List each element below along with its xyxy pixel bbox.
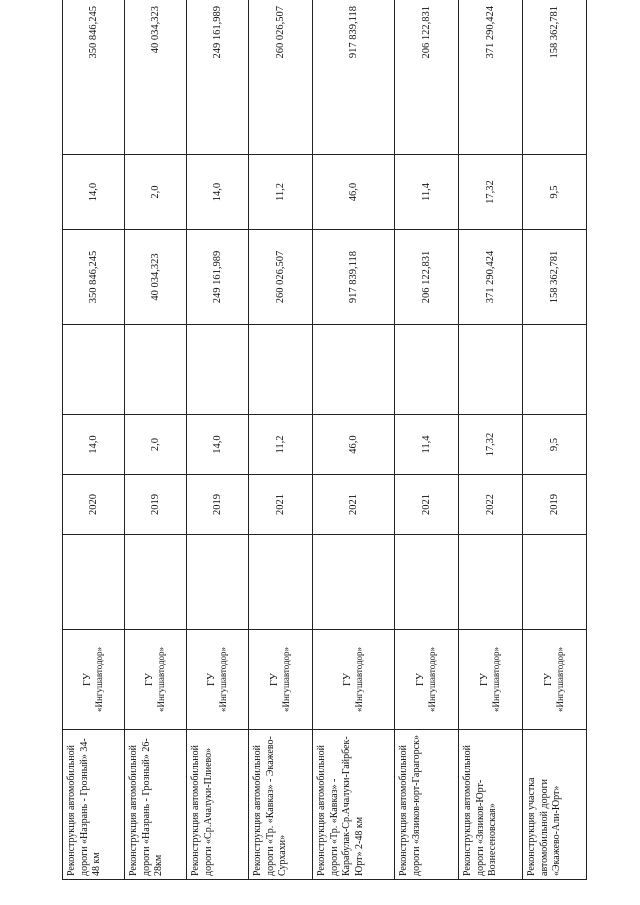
cost-cell [523, 230, 587, 325]
cost-total-cell [313, 0, 395, 155]
length-km-total-text: 11,2 [274, 183, 286, 201]
cost-total-text: 158 362,781 [548, 6, 560, 59]
roads-table [62, 0, 587, 880]
length-km-total-text: 9,5 [548, 185, 560, 199]
organization-cell [313, 630, 395, 730]
year-cell [125, 475, 187, 535]
cost-total-cell [125, 0, 187, 155]
road-name-text: Реконструкция автомобильной дороги «Назрань - Грозный» 26-28км [128, 738, 164, 876]
cost-text: 158 362,781 [548, 250, 560, 304]
table-row [459, 0, 523, 880]
year-cell [63, 475, 125, 535]
length-km-text: 46,0 [347, 435, 359, 454]
cost-total-text: 40 034,323 [149, 6, 161, 54]
cost-cell [459, 230, 523, 325]
organization-cell [125, 630, 187, 730]
cost-total-cell [249, 0, 313, 155]
road-name-text: Реконструкция автомобильной дороги «Назрань - Грозный» 34-48 км [66, 738, 102, 876]
organization-type: ГУ [414, 673, 426, 686]
cost-text: 350 846,245 [87, 250, 99, 304]
organization-cell [249, 630, 313, 730]
cost-cell [313, 230, 395, 325]
cost-text: 260 026,507 [274, 250, 286, 304]
year-cell [249, 475, 313, 535]
organization-type: ГУ [542, 673, 554, 686]
length-km-total-text: 11,4 [420, 183, 432, 201]
empty-cell [313, 325, 395, 415]
organization-name: «Ингушавтодор» [94, 646, 105, 713]
cost-cell [125, 230, 187, 325]
road-name-cell [125, 730, 187, 880]
length-km-text: 17,32 [484, 432, 496, 457]
organization-cell [63, 630, 125, 730]
length-km-cell [125, 415, 187, 475]
table-row [63, 0, 125, 880]
organization-type: ГУ [81, 673, 93, 686]
length-km-text: 9,5 [548, 437, 560, 452]
organization-cell [523, 630, 587, 730]
cost-total-text: 917 839,118 [347, 6, 359, 59]
length-km-total-text: 2,0 [149, 185, 161, 199]
length-km-cell [459, 415, 523, 475]
length-km-total-cell [187, 155, 249, 230]
cost-text: 371 290,424 [484, 250, 496, 304]
cost-cell [187, 230, 249, 325]
length-km-total-cell [313, 155, 395, 230]
length-km-total-cell [249, 155, 313, 230]
organization-name: «Ингушавтодор» [427, 646, 438, 713]
length-km-cell [249, 415, 313, 475]
empty-cell [459, 535, 523, 630]
road-name-cell [523, 730, 587, 880]
organization-name: «Ингушавтодор» [491, 646, 502, 713]
table-row [395, 0, 459, 880]
year-cell [395, 475, 459, 535]
cost-total-text: 206 122,831 [420, 6, 432, 59]
table-row [125, 0, 187, 880]
table-row [187, 0, 249, 880]
empty-cell [249, 535, 313, 630]
length-km-text: 11,4 [420, 435, 432, 454]
organization-name: «Ингушавтодор» [555, 646, 566, 713]
road-name-cell [187, 730, 249, 880]
length-km-total-text: 17,32 [484, 180, 496, 204]
year-text: 2019 [149, 494, 161, 515]
road-name-text: Реконструкция автомобильной дороги «Ср.Ачалуки-Плиево» [190, 744, 214, 876]
table-row [523, 0, 587, 880]
length-km-total-cell [125, 155, 187, 230]
organization-cell [395, 630, 459, 730]
empty-cell [125, 325, 187, 415]
year-text: 2021 [274, 494, 286, 515]
length-km-total-text: 46,0 [347, 182, 359, 202]
empty-cell [187, 325, 249, 415]
road-name-text: Реконструкция автомобильной дороги «Зязиков-Юрт-Вознесеновская» [462, 744, 498, 876]
road-name-cell [249, 730, 313, 880]
table-row [249, 0, 313, 880]
cost-total-text: 350 846,245 [87, 6, 99, 59]
empty-cell [63, 535, 125, 630]
cost-total-cell [459, 0, 523, 155]
cost-cell [249, 230, 313, 325]
cost-total-text: 260 026,507 [274, 6, 286, 59]
empty-cell [249, 325, 313, 415]
cost-total-cell [395, 0, 459, 155]
empty-cell [313, 535, 395, 630]
organization-type: ГУ [143, 673, 155, 686]
year-cell [459, 475, 523, 535]
organization-type: ГУ [341, 673, 353, 686]
year-text: 2019 [211, 494, 223, 515]
organization-name: «Ингушавтодор» [218, 646, 229, 713]
cost-text: 917 839,118 [347, 250, 359, 304]
organization-name: «Ингушавтодор» [354, 646, 365, 713]
length-km-cell [187, 415, 249, 475]
year-cell [313, 475, 395, 535]
length-km-text: 2,0 [149, 437, 161, 452]
organization-name: «Ингушавтодор» [281, 646, 292, 713]
road-name-cell [313, 730, 395, 880]
year-text: 2021 [347, 494, 359, 515]
length-km-text: 14,0 [211, 435, 223, 454]
empty-cell [523, 535, 587, 630]
road-name-cell [395, 730, 459, 880]
length-km-total-cell [63, 155, 125, 230]
organization-cell [187, 630, 249, 730]
year-text: 2020 [87, 494, 99, 515]
empty-cell [459, 325, 523, 415]
year-text: 2021 [420, 494, 432, 515]
table-row [313, 0, 395, 880]
empty-cell [395, 535, 459, 630]
year-text: 2019 [548, 494, 560, 515]
year-cell [523, 475, 587, 535]
road-name-cell [459, 730, 523, 880]
cost-cell [395, 230, 459, 325]
organization-type: ГУ [268, 673, 280, 686]
cost-total-cell [523, 0, 587, 155]
organization-type: ГУ [205, 673, 217, 686]
cost-text: 206 122,831 [420, 250, 432, 304]
length-km-total-text: 14,0 [211, 182, 223, 202]
empty-cell [125, 535, 187, 630]
organization-cell [459, 630, 523, 730]
length-km-cell [63, 415, 125, 475]
cost-text: 249 161,989 [211, 250, 223, 304]
empty-cell [63, 325, 125, 415]
year-cell [187, 475, 249, 535]
cost-text: 40 034,323 [149, 253, 161, 301]
cost-total-cell [187, 0, 249, 155]
road-name-text: Реконструкция автомобильной дороги «Тр. «Кавказ» - Карабулак-Ср.Ачалуки-Гайрбек-Юрт» 2-48 км [316, 736, 365, 876]
organization-name: «Ингушавтодор» [156, 646, 167, 713]
length-km-total-cell [395, 155, 459, 230]
length-km-text: 11,2 [274, 435, 286, 454]
organization-type: ГУ [478, 673, 490, 686]
road-name-cell [63, 730, 125, 880]
cost-total-cell [63, 0, 125, 155]
length-km-total-cell [459, 155, 523, 230]
length-km-cell [313, 415, 395, 475]
road-name-text: Реконструкция автомобильной дороги «Тр. «Кавказ» - Экажево-Сурхахи» [252, 736, 288, 876]
cost-total-text: 371 290,424 [484, 6, 496, 59]
year-text: 2022 [484, 494, 496, 515]
empty-cell [187, 535, 249, 630]
length-km-total-cell [523, 155, 587, 230]
length-km-cell [395, 415, 459, 475]
length-km-cell [523, 415, 587, 475]
length-km-text: 14,0 [87, 435, 99, 454]
road-name-text: Реконструкция автомобильной дороги «Зязиков-юрт-Гарагорск» [398, 735, 422, 876]
road-name-text: Реконструкция участка автомобильной дороги «Экажево-Али-Юрт» [526, 777, 562, 876]
cost-cell [63, 230, 125, 325]
length-km-total-text: 14,0 [87, 182, 99, 202]
empty-cell [523, 325, 587, 415]
cost-total-text: 249 161,989 [211, 6, 223, 59]
empty-cell [395, 325, 459, 415]
